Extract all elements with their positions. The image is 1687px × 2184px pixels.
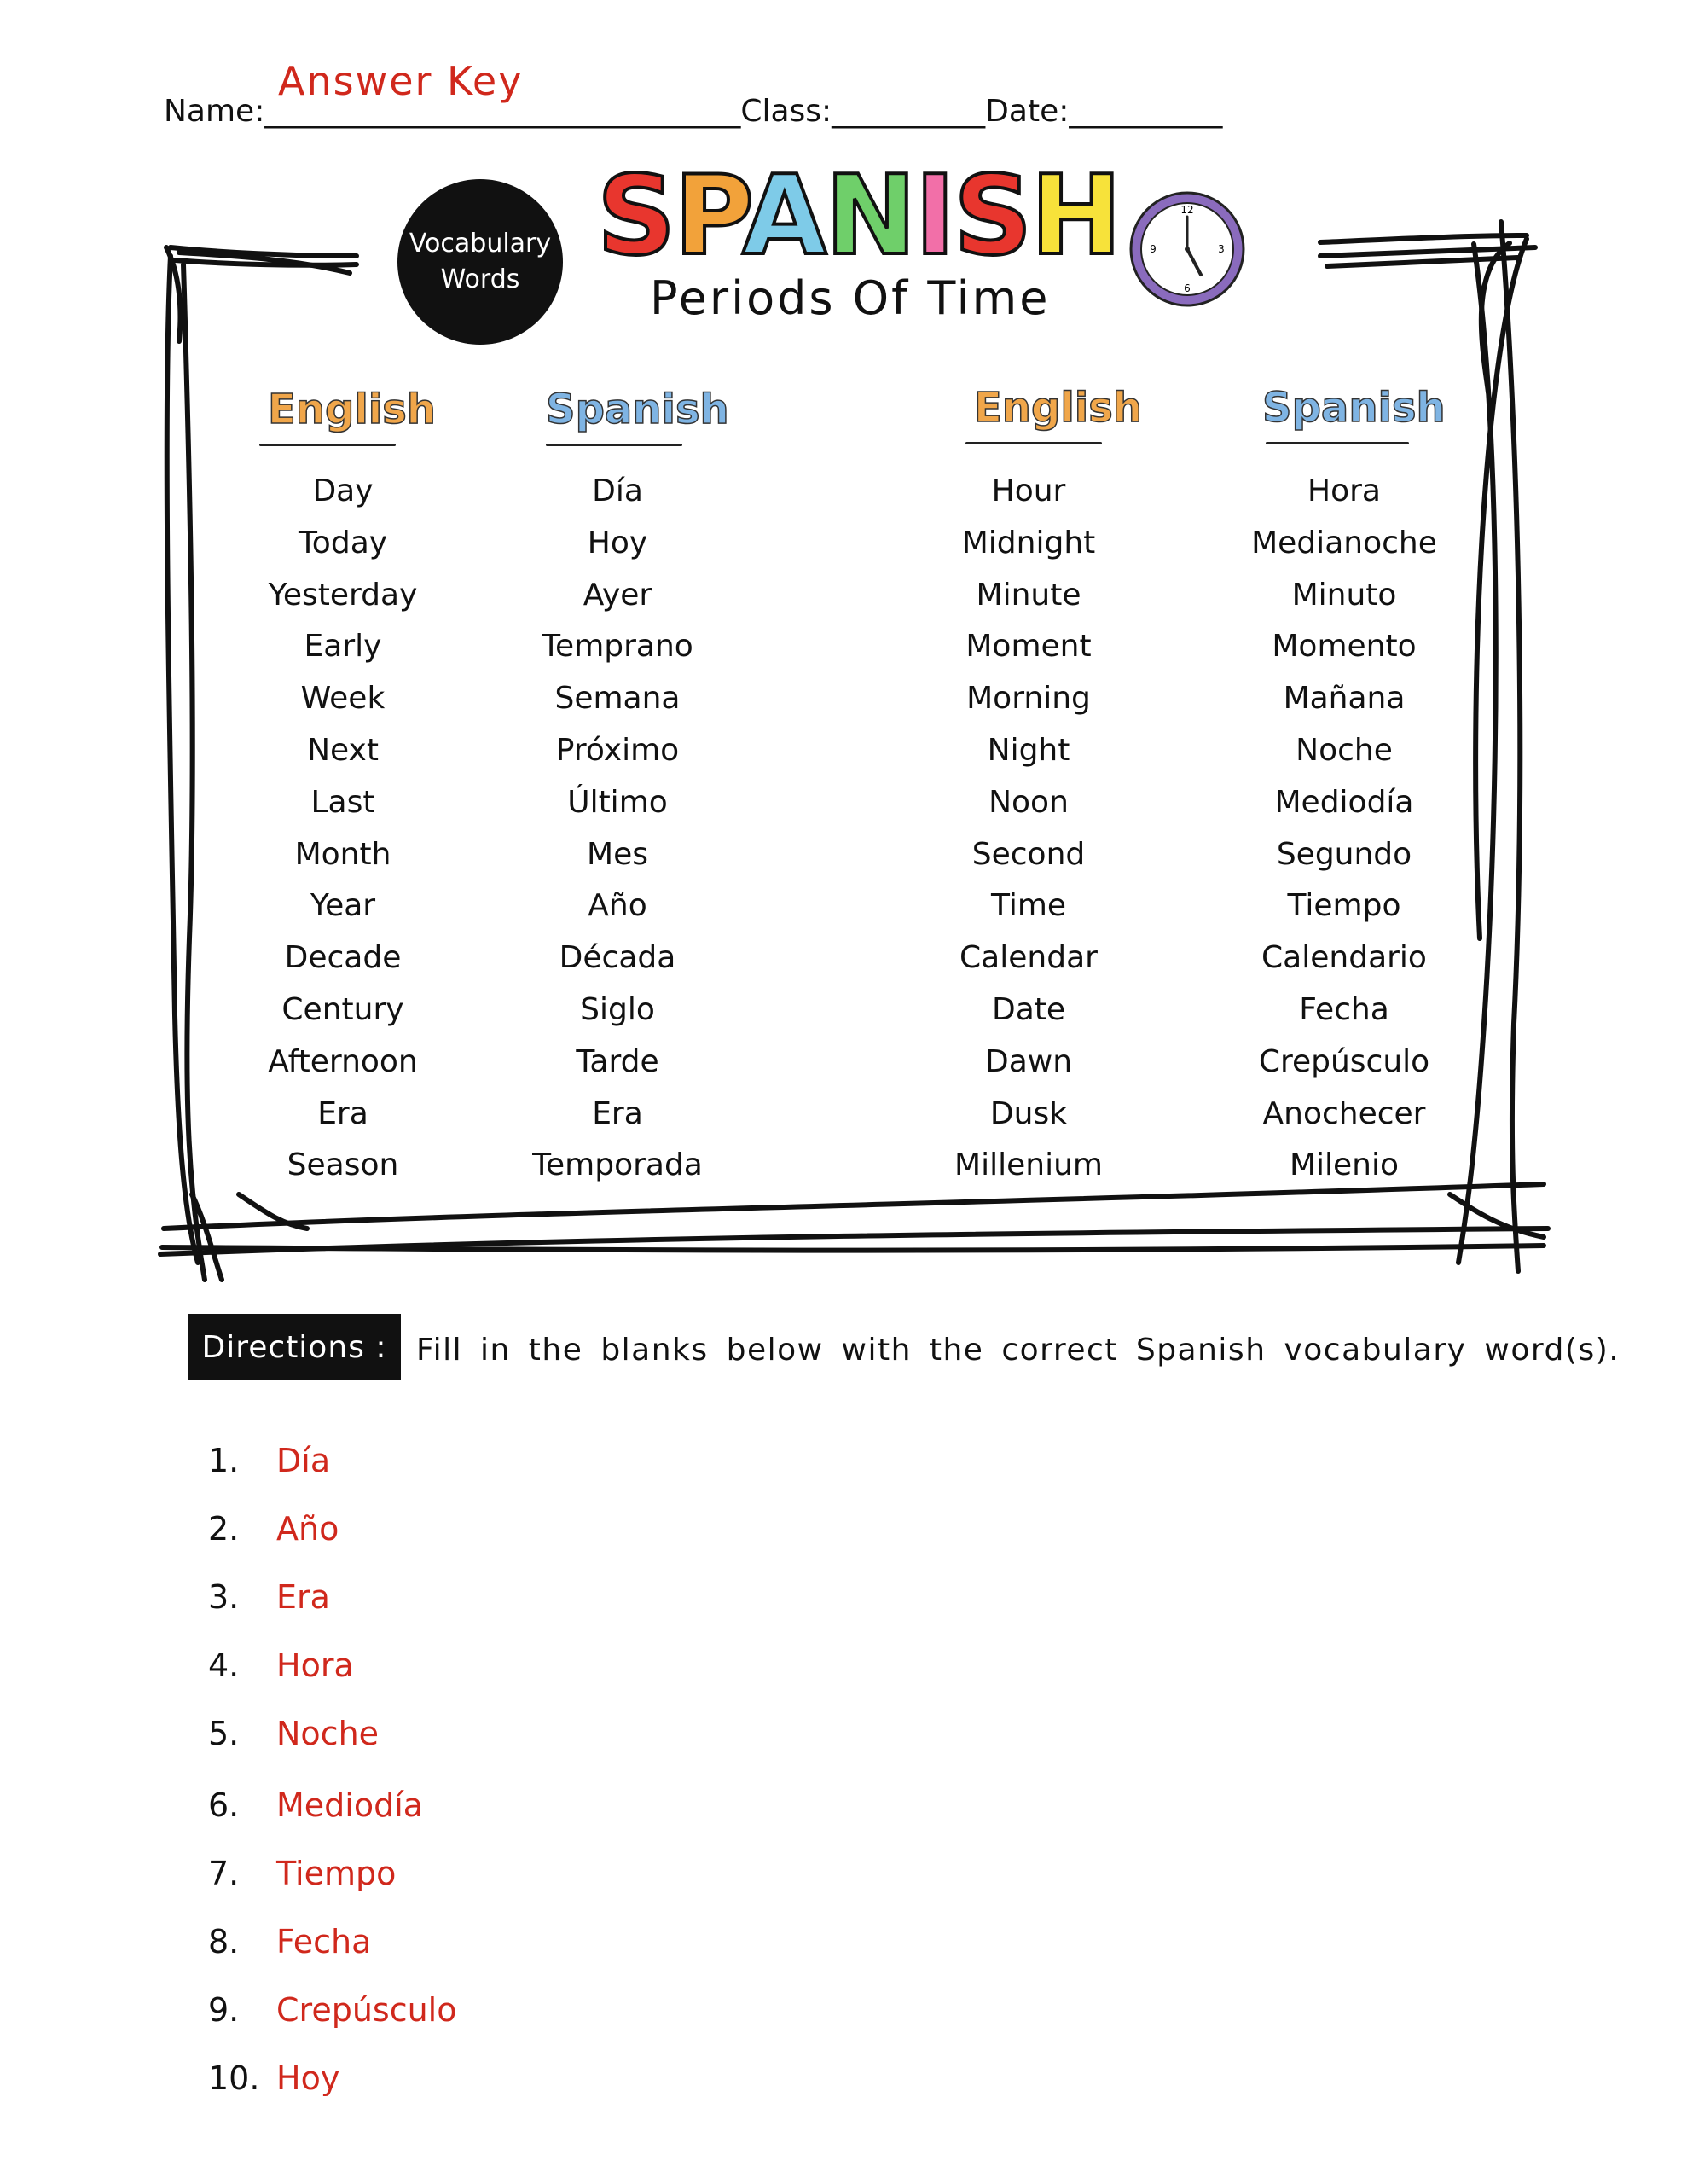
column-spanish-left (490, 466, 745, 1192)
vocab-word: Fecha (1299, 991, 1389, 1027)
answer-row (208, 1780, 423, 1831)
vocab-word: Tarde (576, 1043, 659, 1079)
header-english-left: English (268, 386, 436, 433)
header-english-right: English (974, 384, 1142, 432)
answer-value: Año (276, 1510, 339, 1548)
answer-number: 9. (208, 1991, 240, 2029)
column-spanish-right (1216, 466, 1472, 1192)
vocab-word: Minuto (1291, 577, 1397, 613)
vocab-word: Próximo (555, 732, 680, 768)
vocab-word: Día (592, 473, 643, 508)
title-letter: N (825, 153, 915, 280)
column-english-left (215, 466, 471, 1192)
title-letter: A (742, 153, 826, 280)
title-letter: I (914, 153, 954, 280)
title-letter: S (954, 153, 1031, 280)
underline-spanish-right (1266, 442, 1409, 444)
vocab-word: Noche (1296, 732, 1393, 768)
vocab-word: Momento (1272, 629, 1417, 665)
answer-number: 4. (208, 1647, 240, 1684)
subtitle: Periods Of Time (650, 271, 1051, 325)
answer-row (208, 2053, 339, 2104)
vocab-word: Year (310, 888, 376, 924)
vocab-word: Morning (966, 681, 1091, 717)
answer-row (208, 1571, 330, 1623)
title-letter: H (1030, 153, 1121, 280)
vocab-word: Time (990, 888, 1067, 924)
vocab-word: Año (588, 888, 647, 924)
svg-text:3: 3 (1218, 243, 1225, 255)
name-class-date-line: Name:_______________________________Class:__________Date:__________ (164, 94, 1223, 129)
answer-value: Mediodía (276, 1786, 424, 1824)
underline-spanish-left (546, 444, 682, 446)
vocab-word: Década (559, 940, 676, 976)
answer-value: Fecha (276, 1923, 372, 1960)
vocab-word: Moment (965, 629, 1092, 665)
vocab-word: Week (300, 681, 386, 717)
svg-text:9: 9 (1150, 243, 1157, 255)
vocab-word: Anochecer (1262, 1095, 1426, 1131)
vocab-word: Decade (284, 940, 402, 976)
vocab-word: Month (294, 836, 391, 872)
answer-value: Crepúsculo (276, 1991, 457, 2029)
underline-english-left (259, 444, 396, 446)
vocab-word: Calendario (1261, 940, 1427, 976)
vocab-word: Tiempo (1287, 888, 1401, 924)
answer-row (208, 1984, 457, 2036)
vocab-word: Mes (587, 836, 648, 872)
vocab-word: Hora (1307, 473, 1381, 508)
vocab-word: Segundo (1276, 836, 1412, 872)
answer-value: Hora (276, 1647, 354, 1684)
badge-line-2: Words (440, 264, 520, 294)
answer-number: 7. (208, 1855, 240, 1892)
spanish-title (597, 153, 1121, 280)
vocab-word: Season (287, 1147, 399, 1183)
vocab-word: Millenium (954, 1147, 1103, 1183)
directions-label: Directions : (188, 1314, 401, 1380)
answer-value: Hoy (276, 2059, 340, 2097)
column-english-right (901, 466, 1157, 1192)
vocab-word: Early (304, 629, 382, 665)
title-letter: P (674, 153, 743, 280)
vocab-word: Semana (554, 681, 681, 717)
underline-english-right (965, 442, 1102, 444)
vocab-word: Last (310, 784, 375, 820)
header-spanish-right: Spanish (1262, 384, 1446, 432)
answer-number: 3. (208, 1578, 240, 1616)
answer-number: 1. (208, 1442, 240, 1479)
vocab-word: Siglo (580, 991, 655, 1027)
badge-line-1: Vocabulary (409, 229, 552, 258)
vocab-word: Hoy (587, 525, 648, 561)
answer-row (208, 1503, 339, 1554)
vocab-word: Ayer (583, 577, 652, 613)
vocab-word: Temprano (542, 629, 693, 665)
vocab-word: Night (987, 732, 1070, 768)
vocab-word: Crepúsculo (1258, 1043, 1430, 1079)
vocab-word: Hour (991, 473, 1066, 508)
answer-number: 10. (208, 2059, 260, 2097)
answer-value: Día (276, 1442, 331, 1479)
svg-text:6: 6 (1184, 282, 1191, 294)
answer-value: Noche (276, 1715, 380, 1752)
answer-row (208, 1916, 371, 1967)
header-spanish-left: Spanish (546, 386, 729, 433)
vocab-word: Yesterday (268, 577, 418, 613)
answer-number: 5. (208, 1715, 240, 1752)
vocab-word: Today (298, 525, 388, 561)
vocab-word: Next (307, 732, 379, 768)
svg-text:12: 12 (1180, 204, 1194, 216)
vocab-word: Mañana (1283, 681, 1406, 717)
answer-row (208, 1435, 330, 1486)
vocab-word: Medianoche (1251, 525, 1437, 561)
directions-text: Fill in the blanks below with the correct Spanish vocabulary word(s). (416, 1333, 1620, 1368)
title-letter: S (597, 153, 675, 280)
vocab-word: Milenio (1289, 1147, 1400, 1183)
clock-icon (1128, 189, 1247, 309)
answer-number: 8. (208, 1923, 240, 1960)
answer-row (208, 1848, 396, 1899)
answer-number: 2. (208, 1510, 240, 1548)
vocab-word: Era (317, 1095, 368, 1131)
vocab-word: Afternoon (268, 1043, 418, 1079)
answer-value: Era (276, 1578, 330, 1616)
vocab-word: Century (281, 991, 404, 1027)
vocab-word: Temporada (532, 1147, 703, 1183)
answer-key-label: Answer Key (278, 58, 524, 104)
vocab-word: Minute (976, 577, 1081, 613)
vocab-word: Dawn (984, 1043, 1073, 1079)
vocab-word: Noon (988, 784, 1069, 820)
vocab-word: Mediodía (1274, 784, 1414, 820)
vocab-word: Era (592, 1095, 643, 1131)
vocab-word: Date (991, 991, 1066, 1027)
answer-number: 6. (208, 1786, 240, 1824)
answer-row (208, 1640, 354, 1691)
vocab-word: Último (567, 784, 668, 820)
answer-value: Tiempo (276, 1855, 397, 1892)
vocabulary-words-badge (397, 179, 563, 345)
vocab-word: Second (971, 836, 1086, 872)
vocab-word: Dusk (989, 1095, 1068, 1131)
vocab-word: Day (312, 473, 374, 508)
answer-row (208, 1708, 379, 1759)
vocab-word: Midnight (961, 525, 1096, 561)
vocab-word: Calendar (959, 940, 1098, 976)
